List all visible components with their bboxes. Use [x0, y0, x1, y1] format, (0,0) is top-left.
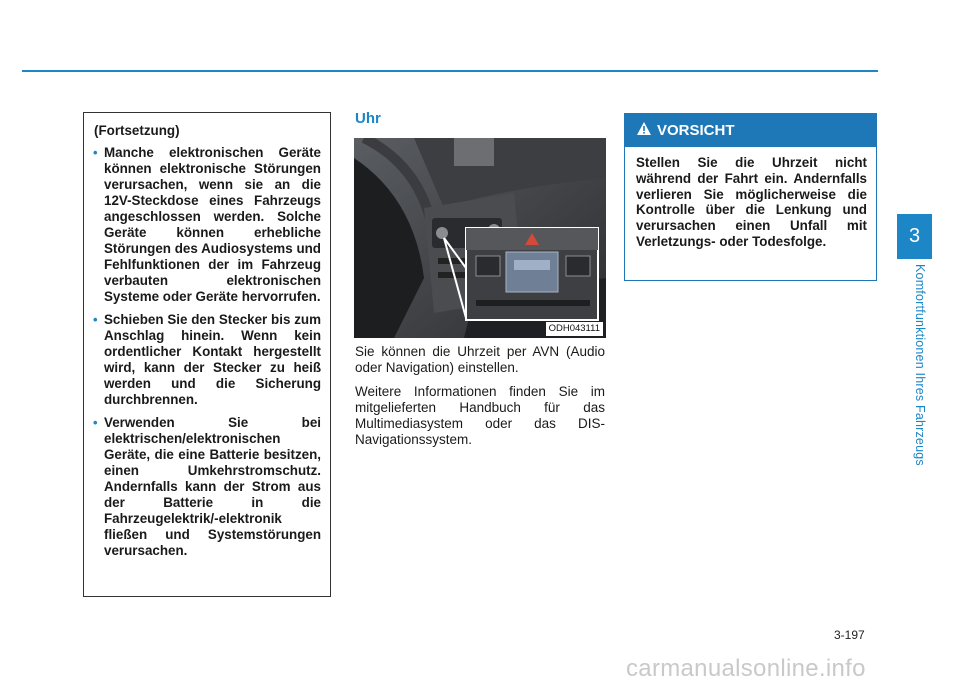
chapter-tab: 3: [897, 214, 932, 259]
bullet-icon: •: [93, 145, 98, 160]
warning-title: VORSICHT: [657, 122, 735, 139]
bullet-item: • Schieben Sie den Stecker bis zum Anschlag hinein. Wenn kein ordentlicher Kontakt hergestellt wird, kann der Stecker zu heiß werden und die Sicherung durchbrennen.: [93, 312, 321, 407]
bullet-item: • Manche elektronischen Geräte können elektronische Störungen verursachen, wenn sie an die 12V-Steckdose eines Fahrzeugs angeschlossen werden. Solche Geräte können erhebliche Störungen des Audiosystems und Fehlfunktionen der im Fahrzeug verbauten elektronischen Systeme oder Geräte hervorrufen.: [93, 145, 321, 304]
paragraph: Sie können die Uhrzeit per AVN (Audio oder Navigation) einstellen.: [355, 344, 605, 375]
dashboard-illustration: [354, 138, 606, 338]
page-number: 3-197: [834, 628, 865, 642]
bullet-item: • Verwenden Sie bei elektrischen/elektronischen Geräte, die eine Batterie besitzen, einen Umkehrstromschutz. Andernfalls kann der Strom aus der Batterie in die Fahrzeugelektrik/-elektronik fließen und Systemstörungen verursachen.: [93, 415, 321, 558]
image-code: ODH043111: [546, 322, 603, 336]
warning-triangle-icon: [637, 122, 651, 139]
dashboard-photo: [354, 138, 606, 338]
clock-description: [355, 344, 605, 456]
warning-box: [624, 113, 877, 281]
bullet-icon: •: [93, 415, 98, 430]
header-rule: [22, 70, 878, 72]
continuation-box: [83, 112, 331, 597]
section-title: Uhr: [355, 110, 381, 127]
paragraph: Weitere Informationen finden Sie im mitgelieferten Handbuch für das Multimediasystem oder das DIS-Navigationssystem.: [355, 384, 605, 447]
continuation-heading: (Fortsetzung): [94, 123, 180, 138]
warning-header: [625, 114, 876, 147]
watermark: carmanualsonline.info: [626, 655, 866, 682]
chapter-label: Komfortfunktionen Ihres Fahrzeugs: [913, 264, 927, 466]
warning-text: Stellen Sie die Uhrzeit nicht während der Fahrt ein. Andernfalls verlieren Sie möglicherweise die Kontrolle über die Lenkung und verursachen einen Unfall mit Verletzungs- oder Todesfolge.: [636, 155, 867, 249]
bullet-icon: •: [93, 312, 98, 327]
